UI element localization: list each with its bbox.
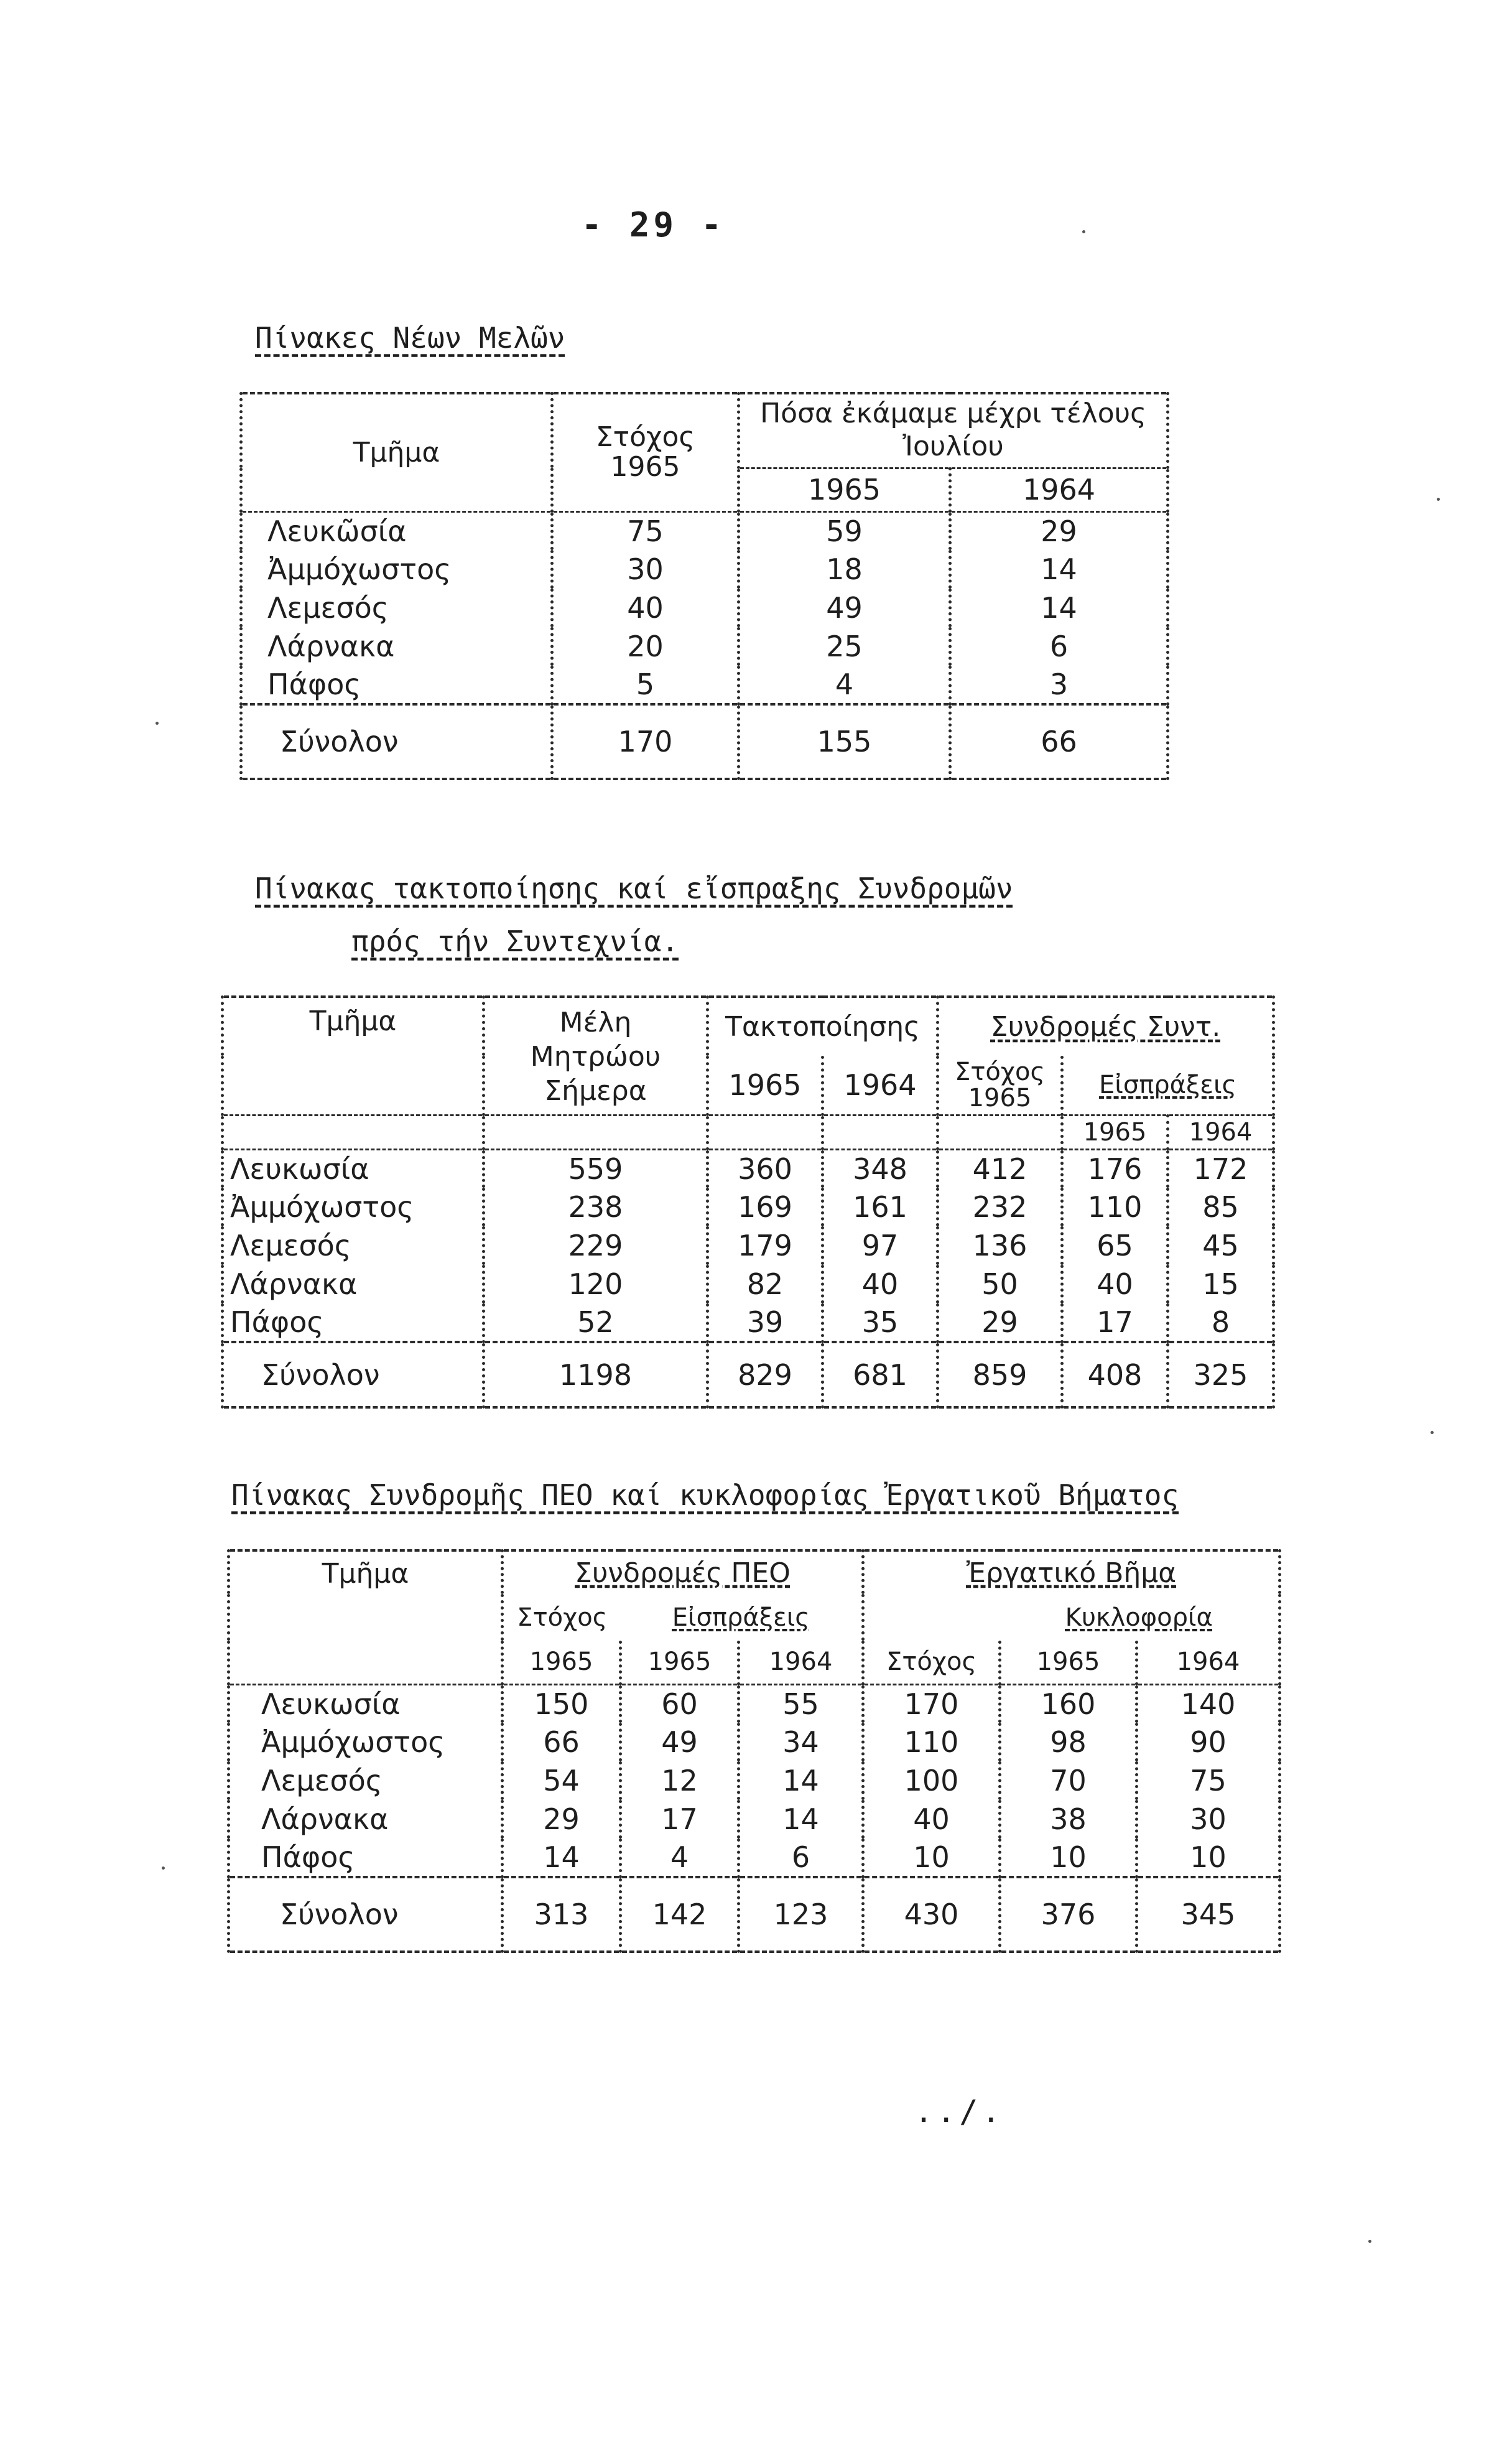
cell-v-1965: 160 xyxy=(1000,1684,1137,1723)
cell-v-1965: 70 xyxy=(1000,1761,1137,1800)
continuation-mark: ../. xyxy=(914,2094,1004,2130)
scan-speck xyxy=(1368,2240,1371,2243)
header-collections: Εἰσπράξεις xyxy=(672,1603,810,1632)
total-target: 859 xyxy=(938,1342,1062,1407)
table2-caption-line2: πρός τήν Συντεχνία. xyxy=(351,925,679,958)
cell-target: 50 xyxy=(938,1265,1062,1303)
total-c1965: 408 xyxy=(1062,1342,1168,1407)
cell-v-target: 110 xyxy=(863,1723,1000,1761)
header-dept: Τμῆμα xyxy=(223,997,484,1115)
cell-p-1964: 14 xyxy=(739,1800,863,1838)
cell-y1964: 14 xyxy=(950,550,1168,589)
total-row xyxy=(229,1877,1280,1952)
table-header-row xyxy=(241,393,1168,468)
cell-c1965: 40 xyxy=(1062,1265,1168,1303)
table-row xyxy=(229,1684,1280,1723)
header-dept: Τμῆμα xyxy=(241,393,552,511)
cell-p-1965: 60 xyxy=(621,1684,739,1723)
cell-v-1965: 10 xyxy=(1000,1838,1137,1877)
header-target: Στόχος xyxy=(503,1594,621,1641)
cell-p-1965: 12 xyxy=(621,1761,739,1800)
total-p-1965: 142 xyxy=(621,1877,739,1952)
cell-v-target: 100 xyxy=(863,1761,1000,1800)
header-circulation: Κυκλοφορία xyxy=(1000,1594,1280,1641)
cell-c1964: 85 xyxy=(1168,1188,1274,1226)
cell-target: 232 xyxy=(938,1188,1062,1226)
table-row xyxy=(229,1838,1280,1877)
cell-s1964: 348 xyxy=(823,1149,938,1188)
header-settled-1964: 1964 xyxy=(823,1056,938,1115)
total-label: Σύνολον xyxy=(229,1877,503,1952)
cell-v-1964: 75 xyxy=(1137,1761,1280,1800)
header-settled: Τακτοποίησης xyxy=(708,997,938,1056)
header-done: Πόσα ἐκάμαμε μέχρι τέλους Ἰουλίου xyxy=(739,393,1168,468)
header-p-1965: 1965 xyxy=(621,1641,739,1684)
table-header-row xyxy=(223,997,1274,1056)
cell-p-target: 14 xyxy=(503,1838,621,1877)
total-v-target: 430 xyxy=(863,1877,1000,1952)
cell-y1964: 3 xyxy=(950,666,1168,704)
cell-s1965: 169 xyxy=(708,1188,823,1226)
row-dept: Λεμεσός xyxy=(241,589,552,627)
header-coll-1965: 1965 xyxy=(1062,1115,1168,1149)
table-header-years xyxy=(223,1115,1274,1149)
cell-c1964: 8 xyxy=(1168,1303,1274,1342)
cell-c1964: 172 xyxy=(1168,1149,1274,1188)
header-peo: Συνδρομές ΠΕΟ xyxy=(503,1550,863,1594)
row-dept: Ἀμμόχωστος xyxy=(229,1723,503,1761)
total-p-1964: 123 xyxy=(739,1877,863,1952)
cell-v-1965: 38 xyxy=(1000,1800,1137,1838)
row-dept: Λάρνακα xyxy=(229,1800,503,1838)
cell-members: 559 xyxy=(484,1149,708,1188)
header-target: Στόχος 1965 xyxy=(938,1056,1062,1115)
cell-s1964: 97 xyxy=(823,1226,938,1265)
cell-target: 412 xyxy=(938,1149,1062,1188)
cell-target: 75 xyxy=(552,511,739,550)
header-v-1964: 1964 xyxy=(1137,1641,1280,1684)
total-s1965: 829 xyxy=(708,1342,823,1407)
header-coll-1964: 1964 xyxy=(1168,1115,1274,1149)
cell-s1964: 40 xyxy=(823,1265,938,1303)
header-1964: 1964 xyxy=(950,468,1168,511)
total-members: 1198 xyxy=(484,1342,708,1407)
cell-v-1964: 140 xyxy=(1137,1684,1280,1723)
cell-p-1964: 34 xyxy=(739,1723,863,1761)
total-v-1965: 376 xyxy=(1000,1877,1137,1952)
table-row xyxy=(223,1149,1274,1188)
total-target: 170 xyxy=(552,704,739,779)
header-v-target: Στόχος xyxy=(863,1641,1000,1684)
cell-y1964: 14 xyxy=(950,589,1168,627)
table-header-row xyxy=(229,1550,1280,1594)
table1-caption: Πίνακες Νέων Μελῶν xyxy=(255,321,565,355)
header-target: Στόχος 1965 xyxy=(552,393,739,511)
cell-c1965: 110 xyxy=(1062,1188,1168,1226)
cell-target: 136 xyxy=(938,1226,1062,1265)
header-p-1964: 1964 xyxy=(739,1641,863,1684)
table-row xyxy=(229,1761,1280,1800)
total-row xyxy=(223,1342,1274,1407)
cell-members: 120 xyxy=(484,1265,708,1303)
table-row xyxy=(241,589,1168,627)
cell-s1965: 179 xyxy=(708,1226,823,1265)
cell-p-target: 29 xyxy=(503,1800,621,1838)
cell-y1965: 18 xyxy=(739,550,950,589)
row-dept: Ἀμμόχωστος xyxy=(223,1188,484,1226)
page-number: - 29 - xyxy=(582,205,726,245)
scan-speck xyxy=(1437,498,1440,501)
total-label: Σύνολον xyxy=(223,1342,484,1407)
total-1965: 155 xyxy=(739,704,950,779)
cell-target: 20 xyxy=(552,627,739,666)
table-row xyxy=(241,511,1168,550)
row-dept: Πάφος xyxy=(223,1303,484,1342)
row-dept: Λάρνακα xyxy=(223,1265,484,1303)
cell-s1964: 35 xyxy=(823,1303,938,1342)
total-row xyxy=(241,704,1168,779)
cell-target: 30 xyxy=(552,550,739,589)
table-row xyxy=(223,1188,1274,1226)
row-dept: Λευκῶσία xyxy=(241,511,552,550)
header-collections: Εἰσπράξεις xyxy=(1062,1056,1274,1115)
header-settled-1965: 1965 xyxy=(708,1056,823,1115)
table-row xyxy=(229,1800,1280,1838)
cell-y1965: 4 xyxy=(739,666,950,704)
row-dept: Λεμεσός xyxy=(223,1226,484,1265)
row-dept: Πάφος xyxy=(241,666,552,704)
cell-c1964: 45 xyxy=(1168,1226,1274,1265)
cell-p-1964: 55 xyxy=(739,1684,863,1723)
scan-speck xyxy=(162,1866,165,1870)
cell-p-1965: 49 xyxy=(621,1723,739,1761)
peo-vima-table xyxy=(227,1549,1281,1953)
cell-p-1965: 4 xyxy=(621,1838,739,1877)
table-row xyxy=(241,550,1168,589)
header-1965: 1965 xyxy=(739,468,950,511)
row-dept: Λευκωσία xyxy=(229,1684,503,1723)
table-row xyxy=(223,1265,1274,1303)
total-c1964: 325 xyxy=(1168,1342,1274,1407)
row-dept: Λεμεσός xyxy=(229,1761,503,1800)
total-v-1964: 345 xyxy=(1137,1877,1280,1952)
table-row xyxy=(223,1226,1274,1265)
cell-target: 5 xyxy=(552,666,739,704)
table-row xyxy=(223,1303,1274,1342)
header-dept: Τμῆμα xyxy=(229,1550,503,1641)
row-dept: Ἀμμόχωστος xyxy=(241,550,552,589)
table-row xyxy=(241,627,1168,666)
cell-p-target: 66 xyxy=(503,1723,621,1761)
cell-y1965: 59 xyxy=(739,511,950,550)
cell-c1964: 15 xyxy=(1168,1265,1274,1303)
total-s1964: 681 xyxy=(823,1342,938,1407)
cell-s1964: 161 xyxy=(823,1188,938,1226)
subscriptions-table xyxy=(221,995,1275,1409)
table-row xyxy=(229,1723,1280,1761)
cell-y1965: 25 xyxy=(739,627,950,666)
cell-members: 229 xyxy=(484,1226,708,1265)
cell-y1964: 6 xyxy=(950,627,1168,666)
cell-v-1964: 10 xyxy=(1137,1838,1280,1877)
cell-p-1964: 14 xyxy=(739,1761,863,1800)
header-subs: Συνδρομές Συντ. xyxy=(938,997,1274,1056)
cell-y1965: 49 xyxy=(739,589,950,627)
cell-p-target: 54 xyxy=(503,1761,621,1800)
cell-v-1964: 30 xyxy=(1137,1800,1280,1838)
cell-s1965: 360 xyxy=(708,1149,823,1188)
cell-p-1964: 6 xyxy=(739,1838,863,1877)
total-label: Σύνολον xyxy=(241,704,552,779)
table-header-years xyxy=(229,1641,1280,1684)
table3-caption: Πίνακας Συνδρομῆς ΠΕΟ καί κυκλοφορίας Ἐργατικοῦ Βήματος xyxy=(231,1478,1179,1512)
cell-p-1965: 17 xyxy=(621,1800,739,1838)
cell-v-target: 10 xyxy=(863,1838,1000,1877)
cell-target: 29 xyxy=(938,1303,1062,1342)
cell-v-target: 40 xyxy=(863,1800,1000,1838)
header-v-1965: 1965 xyxy=(1000,1641,1137,1684)
scan-speck xyxy=(1431,1431,1434,1434)
cell-v-target: 170 xyxy=(863,1684,1000,1723)
cell-members: 52 xyxy=(484,1303,708,1342)
cell-members: 238 xyxy=(484,1188,708,1226)
header-vima: Ἐργατικό Βῆμα xyxy=(863,1550,1280,1594)
cell-target: 40 xyxy=(552,589,739,627)
cell-s1965: 39 xyxy=(708,1303,823,1342)
row-dept: Λάρνακα xyxy=(241,627,552,666)
cell-p-target: 150 xyxy=(503,1684,621,1723)
cell-s1965: 82 xyxy=(708,1265,823,1303)
row-dept: Πάφος xyxy=(229,1838,503,1877)
total-1964: 66 xyxy=(950,704,1168,779)
cell-c1965: 65 xyxy=(1062,1226,1168,1265)
total-p-target: 313 xyxy=(503,1877,621,1952)
header-members: Μέλη Μητρώου Σήμερα xyxy=(484,997,708,1115)
cell-y1964: 29 xyxy=(950,511,1168,550)
table-row xyxy=(241,666,1168,704)
row-dept: Λευκωσία xyxy=(223,1149,484,1188)
cell-v-1964: 90 xyxy=(1137,1723,1280,1761)
header-p-target: 1965 xyxy=(503,1641,621,1684)
new-members-table xyxy=(239,392,1169,780)
cell-c1965: 176 xyxy=(1062,1149,1168,1188)
scan-speck xyxy=(155,722,159,725)
table2-caption-line1: Πίνακας τακτοποίησης καί εἴσπραξης Συνδρομῶν xyxy=(255,872,1013,905)
cell-c1965: 17 xyxy=(1062,1303,1168,1342)
scan-speck xyxy=(1082,230,1085,233)
cell-v-1965: 98 xyxy=(1000,1723,1137,1761)
